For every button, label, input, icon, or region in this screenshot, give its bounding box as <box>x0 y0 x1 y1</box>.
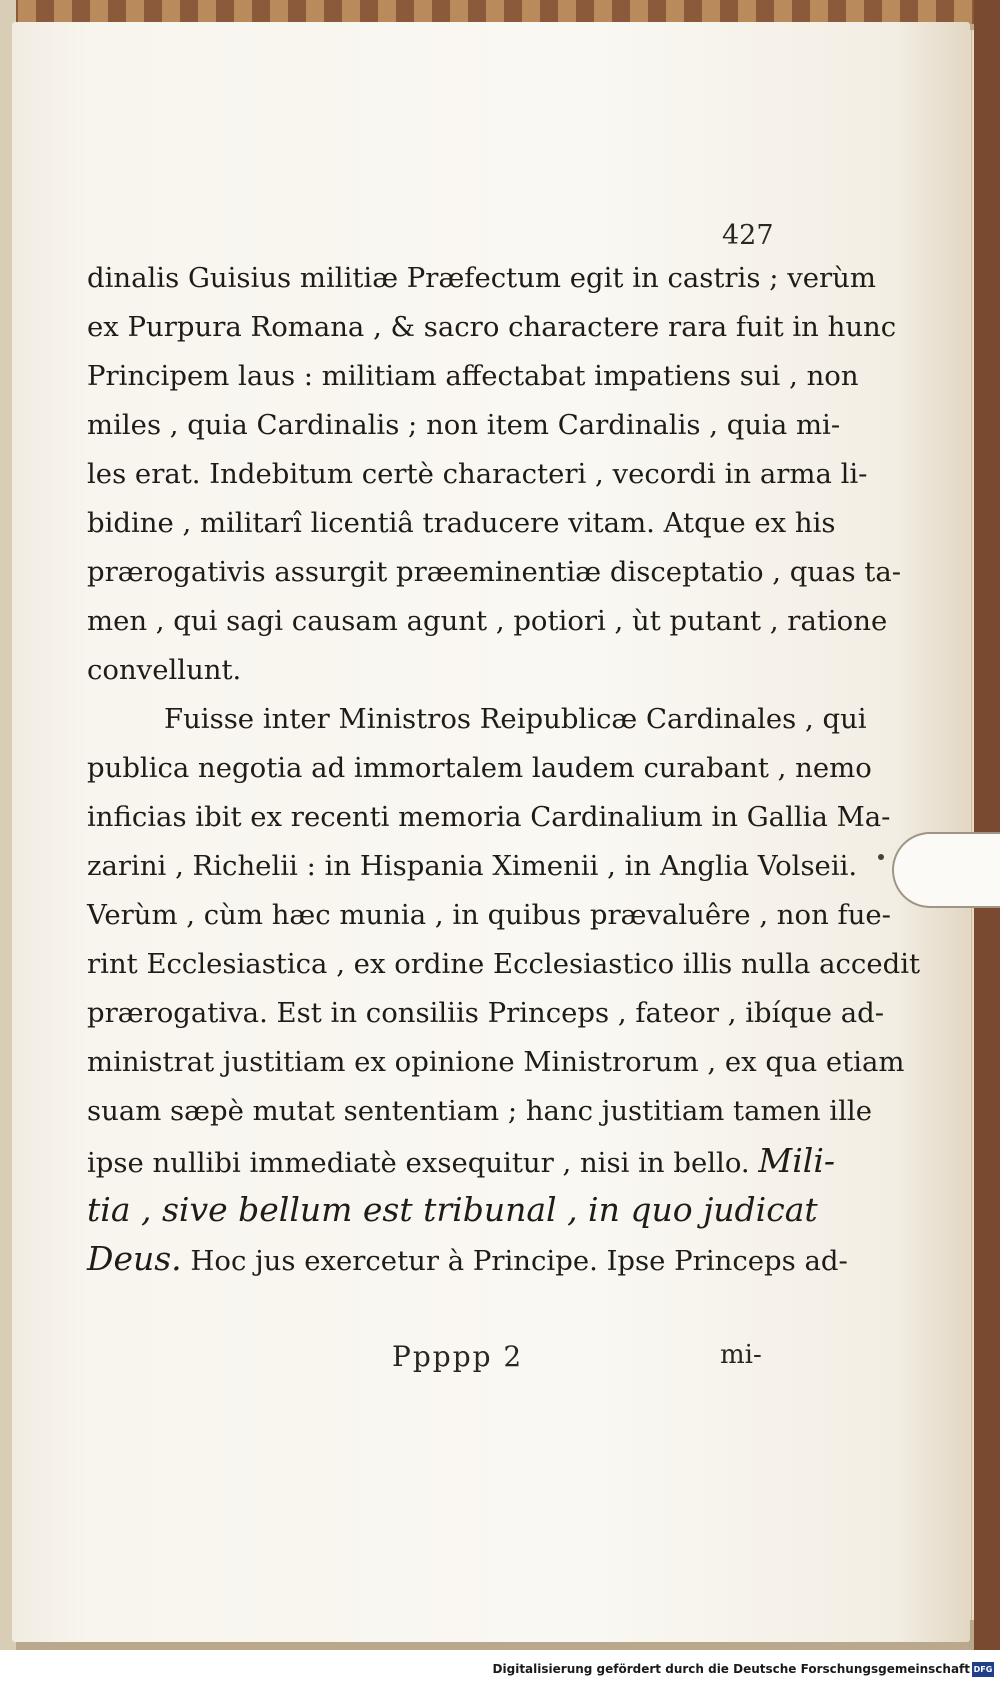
text-line: inficias ibit ex recenti memoria Cardinalium in Gallia Ma- <box>87 801 891 833</box>
text-line: prærogativis assurgit præeminentiæ disceptatio , quas ta- <box>87 556 902 588</box>
text-line: dinalis Guisius militiæ Præfectum egit in castris ; verùm <box>87 262 876 294</box>
text-line: suam sæpè mutat sententiam ; hanc justitiam tamen ille <box>87 1095 872 1127</box>
book-page <box>12 22 970 1642</box>
book-cover-edge <box>974 0 1000 1650</box>
text-line: men , qui sagi causam agunt , potiori , ùt putant , ratione <box>87 605 888 637</box>
text-line: convellunt. <box>87 654 242 686</box>
page-number: 427 <box>722 220 774 251</box>
text-line: Verùm , cùm hæc munia , in quibus prævaluêre , non fue- <box>87 899 891 931</box>
italic-line: tia , sive bellum est tribunal , in quo judicat <box>87 1190 818 1229</box>
text-line: rint Ecclesiastica , ex ordine Ecclesiastico illis nulla accedit <box>87 948 921 980</box>
text-line: Principem laus : militiam affectabat impatiens sui , non <box>87 360 859 392</box>
text-line <box>87 1185 818 1234</box>
italic-segment: Mili- <box>758 1141 836 1180</box>
page-clip <box>892 832 1000 908</box>
text-line: bidine , militarî licentiâ traducere vitam. Atque ex his <box>87 507 836 539</box>
text-line: zarini , Richelii : in Hispania Ximenii , in Anglia Volseii. <box>87 850 858 882</box>
footer-credit: Digitalisierung gefördert durch die Deutsche Forschungsgemeinschaft <box>492 1662 970 1676</box>
dfg-logo: DFG <box>972 1662 994 1677</box>
text-line <box>87 1234 848 1283</box>
signature-mark: Ppppp 2 <box>392 1340 524 1373</box>
text-line: miles , quia Cardinalis ; non item Cardinalis , quia mi- <box>87 409 841 441</box>
text-line <box>87 1136 836 1185</box>
italic-segment: Deus. <box>87 1239 182 1278</box>
text-line: les erat. Indebitum certè characteri , vecordi in arma li- <box>87 458 868 490</box>
book-binding-edge <box>0 0 1000 24</box>
catchword: mi- <box>720 1340 762 1370</box>
text-line: ministrat justitiam ex opinione Ministrorum , ex qua etiam <box>87 1046 905 1078</box>
text-line: publica negotia ad immortalem laudem curabant , nemo <box>87 752 872 784</box>
body-text <box>87 254 921 1283</box>
margin-dot <box>878 854 884 860</box>
text-segment: Hoc jus exercetur à Principe. Ipse Princeps ad- <box>190 1245 848 1277</box>
text-line: prærogativa. Est in consiliis Princeps , fateor , ibíque ad- <box>87 997 885 1029</box>
text-line: Fuisse inter Ministros Reipublicæ Cardinales , qui <box>164 703 867 735</box>
text-segment: ipse nullibi immediatè exsequitur , nisi in bello. <box>87 1147 750 1179</box>
text-line: ex Purpura Romana , & sacro charactere rara fuit in hunc <box>87 311 897 343</box>
